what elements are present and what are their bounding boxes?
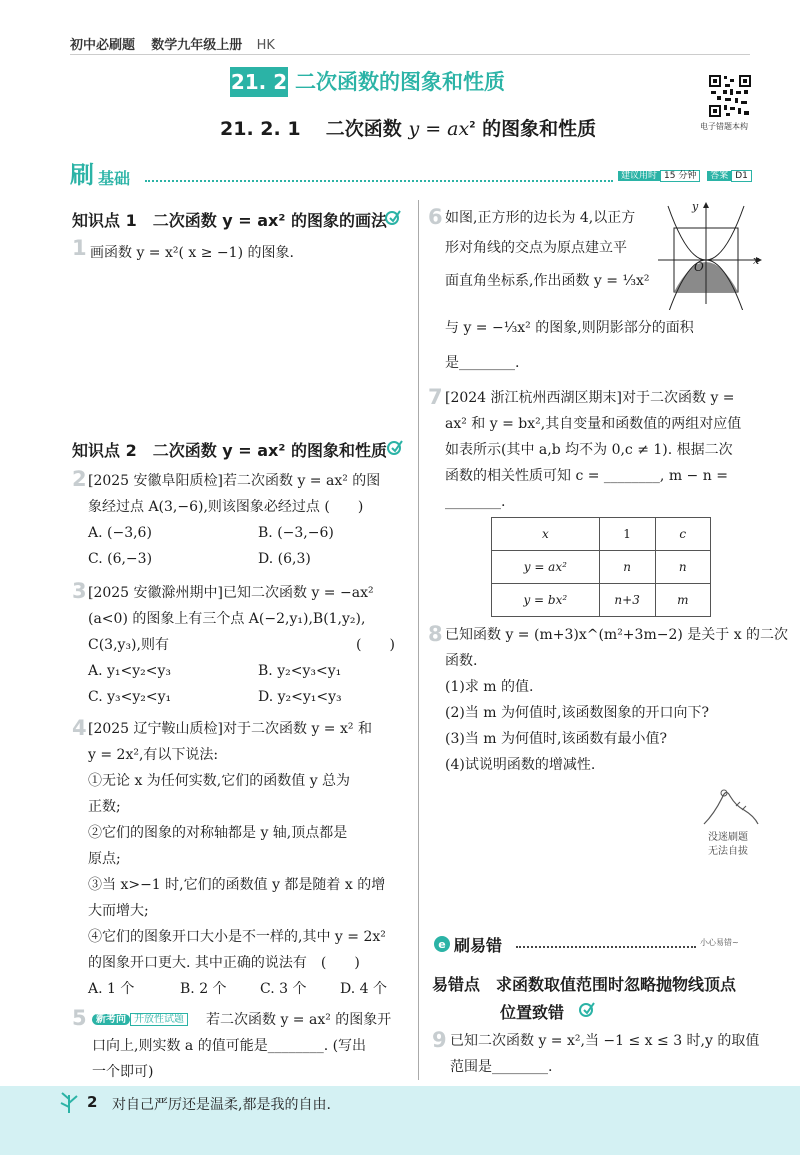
q3-line1: [2025 安徽滁州期中]已知二次函数 y = −ax² <box>88 585 374 601</box>
q2-option-d: D. (6,3) <box>258 551 311 567</box>
q8-sub3: (3)当 m 为何值时,该函数有最小值? <box>445 731 667 747</box>
time-value: 15 分钟 <box>660 170 700 182</box>
table-cell: y = bx² <box>492 584 600 617</box>
q6-line4: 与 y = −⅓x² 的图象,则阴影部分的面积 <box>445 320 694 336</box>
q5-number: 5 <box>72 1006 87 1030</box>
section-title: 二次函数的图象和性质 <box>295 70 505 94</box>
q3-option-a: A. y₁<y₂<y₃ <box>88 663 172 679</box>
q8-sub1: (1)求 m 的值. <box>445 679 534 695</box>
svg-text:e: e <box>438 938 446 951</box>
basic-shua: 刷 <box>70 161 94 189</box>
q8-line2: 函数. <box>445 653 478 669</box>
q4-line6: 原点; <box>88 851 121 867</box>
q6-line3: 面直角坐标系,作出函数 y = ⅓x² <box>445 273 650 289</box>
q3-number: 3 <box>72 579 87 603</box>
time-badge <box>618 169 752 183</box>
q2-option-b: B. (−3,−6) <box>258 525 334 541</box>
doodle-illustration <box>700 784 760 826</box>
q4-line10: 的图象开口更大. 其中正确的说法有 ( ) <box>88 955 360 971</box>
answer-label: 答案 <box>707 171 731 181</box>
error-note: 小心易错~ <box>700 938 739 947</box>
kp1-title: 知识点 1 二次函数 y = ax² 的图象的画法 <box>72 211 387 230</box>
table-cell: c <box>655 518 710 551</box>
doodle-text-1: 没迷刷题 <box>708 832 748 843</box>
q5-line3: 一个即可) <box>92 1064 154 1080</box>
error-title-1: 易错点 求函数取值范围时忽略抛物线顶点 <box>432 975 737 994</box>
q5-line2: 口向上,则实数 a 的值可能是________. (写出 <box>92 1038 367 1054</box>
q4-option-a: A. 1 个 <box>88 981 135 997</box>
q3-option-d: D. y₂<y₁<y₃ <box>258 689 342 705</box>
basic-rule <box>145 180 613 182</box>
q5-badge-open: 开放性试题 <box>130 1013 188 1026</box>
qr-label: 电子错题本构 <box>700 122 748 131</box>
table-cell: x <box>492 518 600 551</box>
q7-line5: ________. <box>445 494 506 510</box>
time-label: 建议用时 <box>618 171 660 181</box>
kp2-title: 知识点 2 二次函数 y = ax² 的图象和性质 <box>72 441 387 460</box>
q9-number: 9 <box>432 1028 447 1052</box>
subsection-number: 21. 2. 1 <box>220 118 301 140</box>
q6-line1: 如图,正方形的边长为 4,以正方 <box>445 210 636 226</box>
fig-y-label: y <box>692 200 699 213</box>
table-cell: m <box>655 584 710 617</box>
page-header <box>70 34 275 53</box>
q3-option-b: B. y₂<y₃<y₁ <box>258 663 342 679</box>
edition: HK <box>256 38 275 53</box>
subsection-formula: y = ax <box>408 118 470 140</box>
table-row <box>492 518 711 551</box>
q4-line8: 大而增大; <box>88 903 149 919</box>
fig-x-label: x <box>753 254 760 267</box>
q2-option-a: A. (−3,6) <box>88 525 152 541</box>
qr-code[interactable] <box>708 74 752 118</box>
subsection-exp: 2 <box>469 120 476 131</box>
section-number: 21. 2 <box>230 67 288 97</box>
table-cell: n <box>655 551 710 584</box>
q8-line1: 已知函数 y = (m+3)x^(m²+3m−2) 是关于 x 的二次 <box>445 627 789 643</box>
q6-number: 6 <box>428 205 443 229</box>
subject: 数学九年级上册 <box>151 38 243 53</box>
footer-leaf-icon <box>56 1089 82 1115</box>
answer-value: D1 <box>731 170 752 182</box>
q8-number: 8 <box>428 622 443 646</box>
q8-sub2: (2)当 m 为何值时,该函数图象的开口向下? <box>445 705 709 721</box>
q4-option-d: D. 4 个 <box>340 981 387 997</box>
error-title-2: 位置致错 <box>500 1003 565 1022</box>
table-cell: 1 <box>599 518 655 551</box>
header-rule <box>70 54 750 55</box>
doodle-text-2: 无法自拔 <box>708 846 748 857</box>
q7-number: 7 <box>428 385 443 409</box>
q3-option-c: C. y₃<y₂<y₁ <box>88 689 172 705</box>
table-row <box>492 551 711 584</box>
page-number: 2 <box>87 1093 98 1111</box>
q6-line5: 是________. <box>445 355 520 371</box>
kp1-check-icon <box>384 208 402 226</box>
error-icon <box>432 934 452 954</box>
table-cell: y = ax² <box>492 551 600 584</box>
q7-line3: 如表所示(其中 a,b 均不为 0,c ≠ 1). 根据二次 <box>445 442 733 458</box>
q4-line5: ②它们的图象的对称轴都是 y 轴,顶点都是 <box>88 825 348 841</box>
q9-line2: 范围是________. <box>450 1059 553 1075</box>
table-cell: n <box>599 551 655 584</box>
q2-option-c: C. (6,−3) <box>88 551 153 567</box>
q4-line3: ①无论 x 为任何实数,它们的函数值 y 总为 <box>88 773 351 789</box>
table-row <box>492 584 711 617</box>
q4-line2: y = 2x²,有以下说法: <box>88 747 219 763</box>
q7-line4: 函数的相关性质可知 c = ________, m − n = <box>445 468 728 484</box>
q1-text: 画函数 y = x²( x ≥ −1) 的图象. <box>90 245 294 261</box>
q4-number: 4 <box>72 716 87 740</box>
q7-line2: ax² 和 y = bx²,其自变量和函数值的两组对应值 <box>445 416 742 432</box>
q4-line7: ③当 x>−1 时,它们的函数值 y 都是随着 x 的增 <box>88 877 386 893</box>
q8-sub4: (4)试说明函数的增减性. <box>445 757 596 773</box>
column-divider <box>418 200 419 1080</box>
q5-line1: 若二次函数 y = ax² 的图象开 <box>206 1012 392 1028</box>
q4-option-c: C. 3 个 <box>260 981 307 997</box>
table-cell: n+3 <box>599 584 655 617</box>
error-check-icon <box>578 1000 596 1018</box>
q4-line4: 正数; <box>88 799 121 815</box>
error-rule <box>516 946 696 948</box>
subsection-post: 的图象和性质 <box>482 118 597 140</box>
q7-table <box>491 517 711 617</box>
q6-line2: 形对角线的交点为原点建立平 <box>445 240 627 256</box>
kp2-check-icon <box>386 438 404 456</box>
q4-line1: [2025 辽宁鞍山质检]对于二次函数 y = x² 和 <box>88 721 372 737</box>
footer-motto: 对自己严厉还是温柔,都是我的自由. <box>112 1097 331 1113</box>
q2-number: 2 <box>72 467 87 491</box>
q5-badge <box>92 1011 188 1029</box>
subsection-pre: 二次函数 <box>325 118 402 140</box>
basic-label: 基础 <box>98 169 131 188</box>
q3-line3: C(3,y₃),则有 <box>88 637 169 653</box>
q4-option-b: B. 2 个 <box>180 981 227 997</box>
q1-number: 1 <box>72 236 87 260</box>
error-section-label: 刷易错 <box>454 936 503 955</box>
q9-line1: 已知二次函数 y = x²,当 −1 ≤ x ≤ 3 时,y 的取值 <box>450 1033 760 1049</box>
book-name: 初中必刷题 <box>70 38 136 53</box>
q5-badge-new: 新考向 <box>92 1014 130 1025</box>
q3-paren: ( ) <box>356 637 395 653</box>
q4-line9: ④它们的图象开口大小是不一样的,其中 y = 2x² <box>88 929 386 945</box>
subsection-title <box>220 114 596 141</box>
q3-line2: (a<0) 的图象上有三个点 A(−2,y₁),B(1,y₂), <box>88 611 366 627</box>
fig-origin-label: O <box>694 260 704 274</box>
q6-figure <box>652 200 764 310</box>
q7-line1: [2024 浙江杭州西湖区期末]对于二次函数 y = <box>445 390 735 406</box>
q2-line1: [2025 安徽阜阳质检]若二次函数 y = ax² 的图 <box>88 473 381 489</box>
q2-line2: 象经过点 A(3,−6),则该图象必经过点 ( ) <box>88 499 364 515</box>
